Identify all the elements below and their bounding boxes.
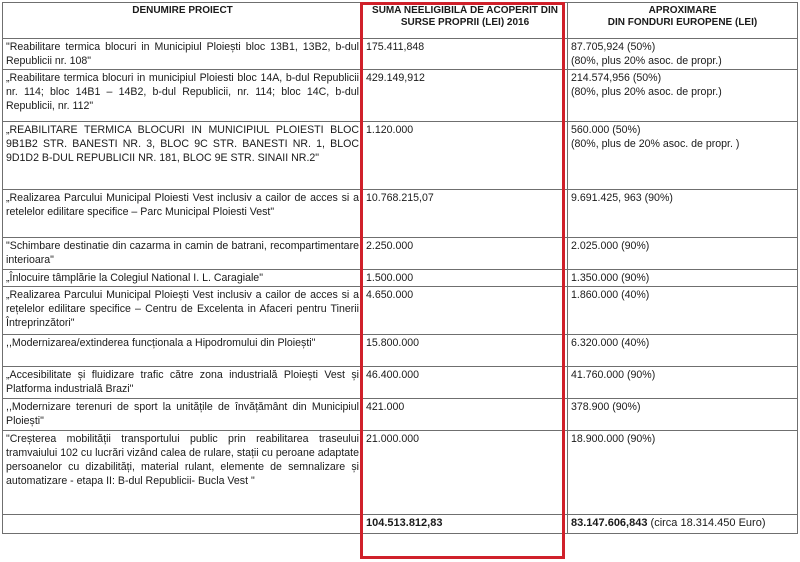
eu-funds-note: (80%, plus 20% asoc. de propr.): [571, 86, 722, 98]
eu-funds: [568, 122, 798, 190]
table-row: [3, 39, 798, 70]
ineligible-sum: 15.800.000: [363, 335, 568, 367]
ineligible-sum: 1.500.000: [363, 270, 568, 287]
project-name: „Accesibilitate și fluidizare trafic către zona industrială Ploiești Vest și Platforma industrială Brazi": [3, 367, 363, 399]
eu-funds-value: 378.900 (90%): [571, 401, 641, 413]
project-name: "Reabilitare termica blocuri in Municipiul Ploiești bloc 13B1, 13B2, b-dul Republicii nr. 108": [3, 39, 363, 70]
eu-funds-value: 2.025.000 (90%): [571, 240, 650, 252]
eu-funds: [568, 190, 798, 238]
ineligible-sum: 10.768.215,07: [363, 190, 568, 238]
header-project-name: DENUMIRE PROIECT: [3, 3, 363, 39]
eu-funds: [568, 287, 798, 335]
table-row: [3, 399, 798, 431]
eu-funds-value: 6.320.000 (40%): [571, 337, 650, 349]
ineligible-sum: 1.120.000: [363, 122, 568, 190]
project-name: „Realizarea Parcului Municipal Ploiesti Vest inclusiv a cailor de acces si a retelelor edilitare specifice – Parc Municipal Ploiesti Vest": [3, 190, 363, 238]
ineligible-sum: 421.000: [363, 399, 568, 431]
ineligible-sum: 175.411,848: [363, 39, 568, 70]
project-name: ,,Modernizare terenuri de sport la unitățile de învățământ din Municipiul Ploiești": [3, 399, 363, 431]
header-eu-funds-line1: APROXIMARE: [648, 5, 717, 16]
table-row: [3, 70, 798, 122]
eu-funds: [568, 367, 798, 399]
eu-funds: [568, 238, 798, 270]
ineligible-sum: 21.000.000: [363, 431, 568, 515]
eu-funds-value: 18.900.000 (90%): [571, 433, 656, 445]
eu-funds-value: 1.860.000 (40%): [571, 289, 650, 301]
header-ineligible-sum: SUMA NEELIGIBILĂ DE ACOPERIT DIN SURSE PROPRII (LEI) 2016: [363, 3, 568, 39]
eu-funds: [568, 39, 798, 70]
table-row: [3, 122, 798, 190]
eu-funds: [568, 335, 798, 367]
project-name: ,,Modernizarea/extinderea funcționala a Hipodromului din Ploiești": [3, 335, 363, 367]
table-row: [3, 190, 798, 238]
total-ineligible-sum: 104.513.812,83: [363, 515, 568, 534]
table-row: [3, 238, 798, 270]
project-name: „Înlocuire tâmplărie la Colegiul National I. L. Caragiale": [3, 270, 363, 287]
eu-funds: [568, 399, 798, 431]
eu-funds: [568, 431, 798, 515]
total-eu-funds-value: 83.147.606,843: [571, 517, 648, 529]
table-row: [3, 335, 798, 367]
header-eu-funds-line2: DIN FONDURI EUROPENE (LEI): [607, 17, 758, 28]
header-row: [3, 3, 798, 39]
eu-funds: [568, 270, 798, 287]
eu-funds-value: 41.760.000 (90%): [571, 369, 656, 381]
project-budget-table: [2, 2, 798, 534]
header-eu-funds: [568, 3, 798, 39]
table-row: [3, 431, 798, 515]
project-name: „Reabilitare termica blocuri in municipiul Ploiesti bloc 14A, b-dul Republicii nr. 114; bloc 14B1 – 14B2, b-dul Republicii, nr. 114; bloc 14C, b-dul Republicii, nr. 112": [3, 70, 363, 122]
total-row: [3, 515, 798, 534]
total-label-cell: [3, 515, 363, 534]
total-eu-funds: [568, 515, 798, 534]
eu-funds-note: (80%, plus de 20% asoc. de propr. ): [571, 138, 740, 150]
eu-funds-value: 214.574,956 (50%): [571, 72, 662, 84]
eu-funds-value: 560.000 (50%): [571, 124, 641, 136]
project-name: „Realizarea Parcului Municipal Ploiești Vest inclusiv a cailor de acces si a rețelelor edilitare specifice – Centru de Excelenta in Afaceri pentru Tinerii Întreprinzători": [3, 287, 363, 335]
table-row: [3, 270, 798, 287]
project-name: „REABILITARE TERMICA BLOCURI IN MUNICIPIUL PLOIESTI BLOC 9B1B2 STR. BANESTI NR. 3, BLOC 9C STR. BANESTI NR. 1, BLOC 9D1D2 B-DUL REPUBLICII NR. 181, BLOC 9E STR. SINAII NR.2": [3, 122, 363, 190]
eu-funds-value: 9.691.425, 963 (90%): [571, 192, 673, 204]
project-name: "Creșterea mobilității transportului public prin reabilitarea traseului tramvaiului 102 cu lucrări vizând calea de rulare, stații cu peroane adaptate persoanelor cu dizabilități, material rulant, elemente de semnalizare și automatizare - etapa II: B-dul Republicii- Bucla Vest ": [3, 431, 363, 515]
ineligible-sum: 429.149,912: [363, 70, 568, 122]
eu-funds-value: 87.705,924 (50%): [571, 41, 656, 53]
eu-funds: [568, 70, 798, 122]
eu-funds-note: (80%, plus 20% asoc. de propr.): [571, 55, 722, 67]
table-row: [3, 287, 798, 335]
ineligible-sum: 46.400.000: [363, 367, 568, 399]
total-eu-funds-note: (circa 18.314.450 Euro): [650, 517, 766, 529]
eu-funds-value: 1.350.000 (90%): [571, 272, 650, 284]
table-row: [3, 367, 798, 399]
ineligible-sum: 2.250.000: [363, 238, 568, 270]
project-name: "Schimbare destinatie din cazarma in camin de batrani, recompartimentare interioara": [3, 238, 363, 270]
ineligible-sum: 4.650.000: [363, 287, 568, 335]
